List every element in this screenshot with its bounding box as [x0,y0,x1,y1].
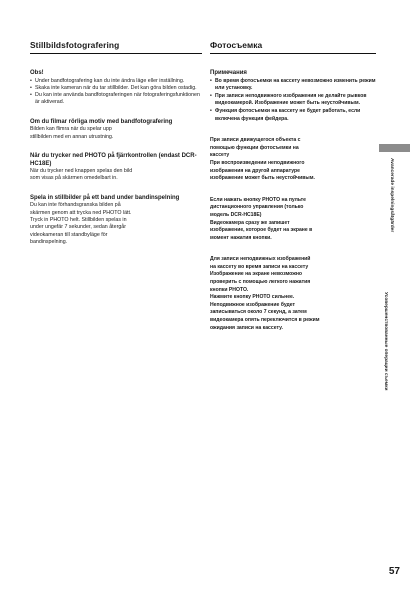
list-item: • Under bandfotografering kan du inte ändra läge eller inställning. [30,78,202,85]
text-line: кассету [210,152,230,159]
text-line: проверить с помощью легкого нажатия [210,279,311,286]
notes-list [210,78,376,124]
text-line: När du trycker ned knappen spelas den bild [30,168,133,175]
text-line: videokameran till standbyläge för [30,231,108,238]
russian-column [210,40,376,332]
text-line: Tryck in PHOTO helt. Stillbilden spelas in [30,216,127,223]
text-line: Нажмите кнопку PHOTO сильнее. [210,294,295,301]
text-line: помощью функции фотосъемки на [210,144,299,151]
text-line: дистанционного управления (только [210,204,304,211]
text-line: момент нажатия кнопки. [210,234,272,241]
text-line: При воспроизведении неподвижного [210,159,305,166]
list-item: • Du kan inte använda bandfotograferingen när fotograferingsfunktionen är aktiverad. [30,92,202,107]
text-line: на кассету во время записи на кассету [210,263,309,270]
text-line: stillbilden med en annan utrustning. [30,133,114,140]
page-number: 57 [388,566,400,577]
section-tab-marker [379,144,410,152]
list-item: • Во время фотосъемки на кассету невозможно изменить режим или установку. [210,78,376,93]
side-label-swedish: Avancerade inspelningsåtgärder [389,158,394,233]
text-line: изображение может быть неустойчивым. [210,175,315,182]
text-line: ожидания записи на кассету. [210,324,283,331]
text-line: Bilden kan flimra när du spelar upp [30,126,112,133]
russian-title: Фотосъемка [210,40,376,54]
text-line: видеокамера опять переключится в режим [210,317,320,324]
text-line: записываться около 7 секунд, а затем [210,309,307,316]
text-line: кнопки PHOTO. [210,286,249,293]
text-line: модель DCR-HC18E) [210,211,262,218]
section-heading: Spela in stillbilder på ett band under bandinspelning [30,194,180,201]
notes-heading: Примечания [210,70,247,76]
text-line: При записи движущегося объекта с [210,137,301,144]
side-label-russian: Усовершенствованные операции съемки [383,292,388,391]
list-item: • При записи неподвижного изображения не делайте рывков видеокамерой. Изображение может быть неустойчивым. [210,93,376,108]
swedish-title: Stillbildsfotografering [30,40,202,54]
text-line: skärmen genom att trycka ned PHOTO lätt. [30,209,132,216]
text-line: Видеокамера сразу же запишет [210,219,290,226]
list-item: • Skaka inte kameran när du tar stillbilder. Det kan göra bilden ostadig. [30,85,202,92]
section-heading: Om du filmar rörliga motiv med bandfotografering [30,118,173,125]
text-line: Если нажать кнопку PHOTO на пульте [210,196,306,203]
text-line: under ungefär 7 sekunder, sedan återgår [30,224,127,231]
obs-heading: Obs! [30,70,44,76]
list-item: • Функция фотосъемки на кассету не будет работать, если включена функция фейдера. [210,108,376,123]
text-line: som visas på skärmen omedelbart in. [30,175,118,182]
text-line: bandinspelning. [30,238,68,245]
swedish-column [30,40,202,246]
text-line: изображение, которое будет на экране в [210,227,313,234]
text-line: Неподвижное изображение будет [210,301,296,308]
obs-list [30,78,202,107]
text-line: Изображение на экране невозможно [210,271,303,278]
section-heading: När du trycker ned PHOTO på fjärrkontrollen (endast DCR-HC18E) [30,152,197,167]
text-line: Du kan inte förhandsgranska bilden på [30,202,121,209]
text-line: Для записи неподвижных изображений [210,256,311,263]
text-line: изображения на другой аппаратуре [210,167,300,174]
